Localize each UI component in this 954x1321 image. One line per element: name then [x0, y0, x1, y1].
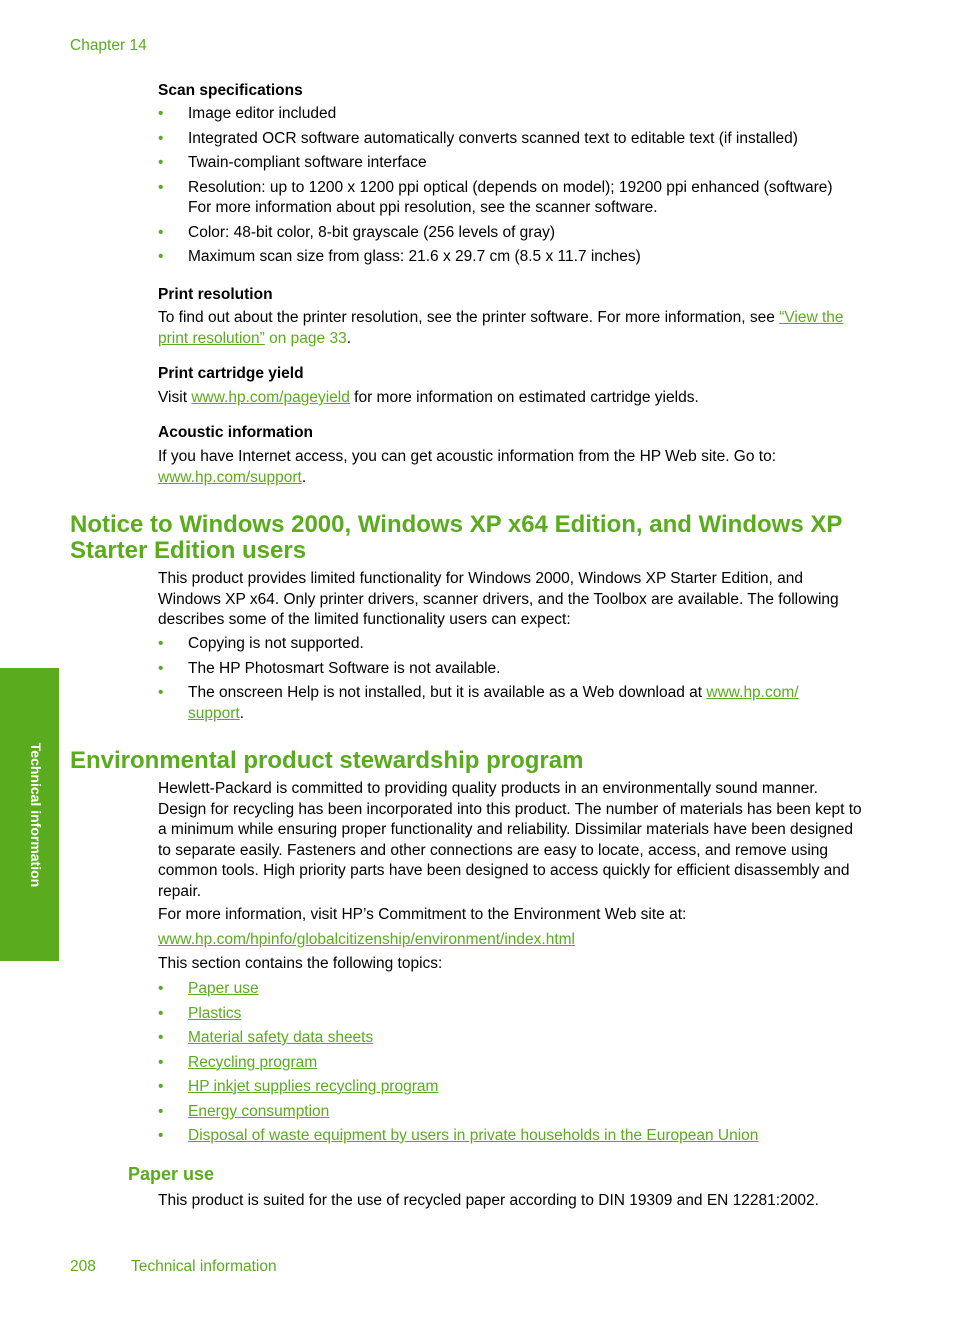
list-item	[158, 1126, 870, 1147]
list-item: • Color: 48-bit color, 8-bit grayscale (256 levels of gray)	[158, 223, 870, 244]
topics-list	[158, 979, 870, 1147]
env-url	[158, 930, 870, 951]
chapter-label: Chapter 14	[70, 37, 147, 54]
list-item	[158, 1053, 870, 1074]
bullet-icon: •	[158, 223, 164, 241]
topic-msds-link[interactable]: Material safety data sheets	[188, 1029, 374, 1046]
bullet-icon: •	[158, 1102, 164, 1120]
list-item: • Copying is not supported.	[158, 634, 870, 655]
paper-use-heading: Paper use	[128, 1164, 215, 1184]
bullet-icon: •	[158, 105, 164, 122]
notice-intro: This product provides limited functionality for Windows 2000, Windows XP Starter Edition, and Windows XP x64. Only printer drivers, scanner drivers, and the Toolbox are available. The following describes some of the limited functionality users can expect:	[158, 570, 839, 628]
bullet-icon: •	[158, 129, 164, 147]
bullet-icon: •	[158, 1029, 164, 1046]
bullet-icon: •	[158, 684, 164, 701]
footer-section: Technical information	[131, 1258, 277, 1275]
list-item: • Resolution: up to 1200 x 1200 ppi optical (depends on model); 19200 ppi enhanced (software) For more information about ppi resolution, see the scanner software.	[158, 178, 833, 216]
env-para2: For more information, visit HP’s Commitment to the Environment Web site at:	[158, 906, 687, 923]
list-item: • Integrated OCR software automatically converts scanned text to editable text (if installed)	[158, 129, 870, 150]
notice-heading: Notice to Windows 2000, Windows XP x64 Edition, and Windows XP Starter Edition users	[70, 511, 842, 564]
bullet-icon: •	[158, 154, 164, 171]
bullet-icon: •	[158, 1078, 164, 1095]
env-heading: Environmental product stewardship program	[70, 747, 584, 774]
env-para1: Hewlett-Packard is committed to providing quality products in an environmentally sound manner. Design for recycling has been incorporated into this product. The number of materials has been kept to a minimum while ensuring proper functionality and reliability. Dissimilar materials have been designed to separate easily. Fasteners and other connections are easy to locate, access, and remove using common tools. High priority parts have been designed to access quickly for efficient disassembly and repair.	[158, 780, 862, 900]
topic-disposal-link[interactable]: Disposal of waste equipment by users in private households in the European Union	[188, 1127, 759, 1144]
hp-support-link[interactable]: www.hp.com/ support	[188, 684, 799, 722]
topic-paper-use-link[interactable]: Paper use	[188, 980, 259, 997]
environment-link[interactable]: www.hp.com/hpinfo/globalcitizenship/environment/index.html	[158, 931, 575, 948]
bullet-icon: •	[158, 1053, 164, 1071]
print-resolution-heading: Print resolution	[158, 286, 273, 303]
cartridge-text: Visit www.hp.com/pageyield for more information on estimated cartridge yields.	[158, 389, 699, 406]
acoustic-heading: Acoustic information	[158, 424, 314, 441]
list-item	[158, 1004, 870, 1025]
pageyield-link[interactable]: www.hp.com/pageyield	[191, 389, 350, 406]
topic-inkjet-recycling-link[interactable]: HP inkjet supplies recycling program	[188, 1078, 439, 1095]
list-item	[158, 979, 870, 1000]
topic-recycling-link[interactable]: Recycling program	[188, 1053, 318, 1071]
notice-list	[158, 634, 870, 724]
list-item	[158, 1028, 870, 1049]
acoustic-text: If you have Internet access, you can get acoustic information from the HP Web site. Go to: www.hp.com/support.	[158, 448, 777, 486]
scan-heading: Scan specifications	[158, 82, 303, 99]
cartridge-heading: Print cartridge yield	[158, 365, 304, 382]
list-item: • Twain-compliant software interface	[158, 153, 870, 174]
list-item: • The HP Photosmart Software is not available.	[158, 659, 870, 680]
list-item: • The onscreen Help is not installed, but it is available as a Web download at www.hp.com/ support.	[158, 684, 799, 722]
topic-plastics-link[interactable]: Plastics	[188, 1004, 242, 1022]
bullet-icon: •	[158, 248, 164, 265]
support-link[interactable]: www.hp.com/support	[158, 468, 302, 486]
list-item	[158, 1102, 870, 1123]
view-print-resolution-link[interactable]: “View the print resolution”	[158, 309, 844, 347]
bullet-icon: •	[158, 659, 164, 677]
bullet-icon: •	[158, 980, 164, 997]
topic-energy-link[interactable]: Energy consumption	[188, 1102, 330, 1120]
list-item: • Image editor included	[158, 104, 870, 125]
bullet-icon: •	[158, 1004, 164, 1022]
list-item	[158, 1077, 870, 1098]
page-number: 208	[70, 1258, 96, 1275]
bullet-icon: •	[158, 635, 164, 652]
paper-use-text: This product is suited for the use of recycled paper according to DIN 19309 and EN 12281:2002.	[158, 1192, 819, 1209]
scan-list	[158, 104, 870, 268]
print-resolution-text: To find out about the printer resolution, see the printer software. For more information, see “View the print resolution” on page 33.	[158, 309, 844, 347]
list-item: • Maximum scan size from glass: 21.6 x 29.7 cm (8.5 x 11.7 inches)	[158, 247, 870, 268]
bullet-icon: •	[158, 1127, 164, 1144]
bullet-icon: •	[158, 178, 164, 196]
env-para3: This section contains the following topics:	[158, 955, 443, 972]
footer	[70, 1258, 277, 1276]
side-tab-label: Technical information	[28, 742, 44, 888]
